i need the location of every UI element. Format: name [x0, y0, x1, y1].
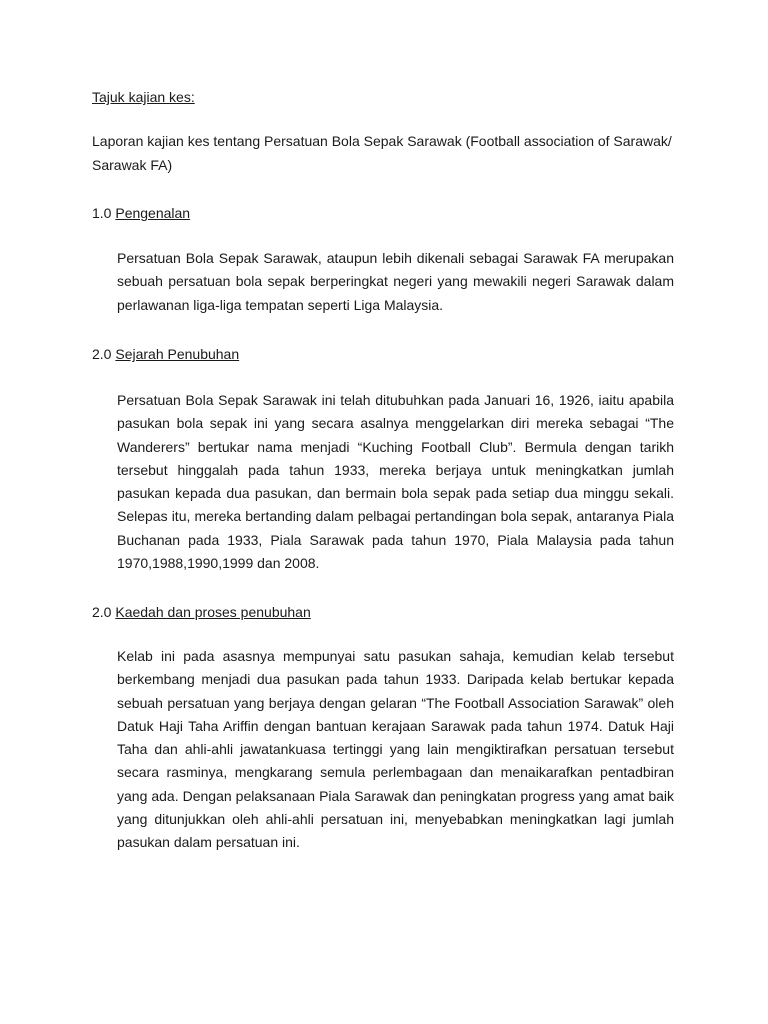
section-heading-kaedah — [92, 603, 311, 621]
case-title-label: Tajuk kajian kes: — [92, 89, 195, 105]
section-title: Sejarah Penubuhan — [115, 346, 240, 362]
intro-line-2: Sarawak FA) — [92, 157, 173, 173]
section-heading-sejarah — [92, 345, 239, 363]
intro-line-1: Laporan kajian kes tentang Persatuan Bola Sepak Sarawak (Football association of Sarawak/ — [92, 133, 672, 149]
section-body-kaedah: Kelab ini pada asasnya mempunyai satu pasukan sahaja, kemudian kelab tersebut berkembang menjadi dua pasukan pada tahun 1933. Daripada kelab bertukar kepada sebuah persatuan yang berjaya dengan gelaran “The Football Association Sarawak” oleh Datuk Haji Taha Ariffin dengan bantuan kerajaan Sarawak pada tahun 1974. Datuk Haji Taha dan ahli-ahli jawatankuasa tertinggi yang lain mengiktirafkan persatuan tersebut secara rasminya, mengkarang semula perlembagaan dan menaikarafkan pentadbiran yang ada. Dengan pelaksanaan Piala Sarawak dan peningkatan progress yang amat baik yang ditunjukkan oleh ahli-ahli persatuan ini, menyebabkan meningkatkan lagi jumlah pasukan dalam persatuan ini. — [117, 648, 674, 851]
section-body-pengenalan: Persatuan Bola Sepak Sarawak, ataupun lebih dikenali sebagai Sarawak FA merupakan sebuah persatuan bola sepak berperingkat negeri yang mewakili negeri Sarawak dalam perlawanan liga-liga tempatan seperti Liga Malaysia. — [117, 250, 674, 313]
section-heading-pengenalan — [92, 204, 190, 222]
section-number: 1.0 — [92, 205, 112, 221]
section-number: 2.0 — [92, 346, 112, 362]
section-number: 2.0 — [92, 604, 112, 620]
section-body-sejarah: Persatuan Bola Sepak Sarawak ini telah ditubuhkan pada Januari 16, 1926, iaitu apabila pasukan bola sepak ini yang secara asalnya menggelarkan diri mereka sebagai “The Wanderers” bertukar nama menjadi “Kuching Football Club”. Bermula dengan tarikh tersebut hinggalah pada tahun 1933, mereka berjaya untuk meningkatkan jumlah pasukan kepada dua pasukan, dan bermain bola sepak pada setiap dua minggu sekali. Selepas itu, mereka bertanding dalam pelbagai pertandingan bola sepak, antaranya Piala Buchanan pada 1933, Piala Sarawak pada tahun 1970, Piala Malaysia pada tahun 1970,1988,1990,1999 dan 2008. — [117, 392, 674, 572]
section-title: Pengenalan — [115, 205, 191, 221]
section-title: Kaedah dan proses penubuhan — [115, 604, 311, 620]
